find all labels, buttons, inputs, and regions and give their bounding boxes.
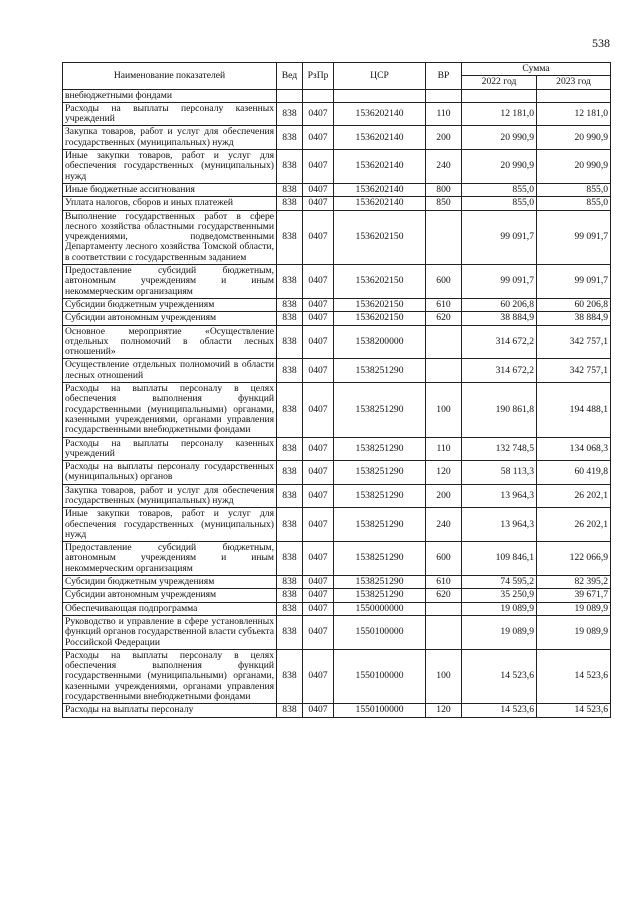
row-ved: 838 [277,461,303,485]
table-row [63,589,611,602]
header-name: Наименование показателей [63,63,277,90]
row-ved: 838 [277,126,303,150]
table-row [63,437,611,461]
row-csr: 1538251290 [334,589,426,602]
row-csr: 1536202140 [334,183,426,196]
table-header [63,63,611,90]
table-body [63,89,611,717]
row-csr: 1538251290 [334,359,426,383]
row-vr [426,602,462,615]
row-sum-2022: 74 595,2 [462,576,537,589]
row-ved: 838 [277,542,303,576]
row-vr [426,615,462,649]
row-vr [426,359,462,383]
row-ved: 838 [277,383,303,437]
table-row [63,210,611,264]
row-name: Расходы на выплаты персоналу [63,704,277,717]
row-name: Субсидии бюджетным учреждениям [63,298,277,311]
row-name: Руководство и управление в сфере установленных функций органов государственной власти субъекта Российской Федерации [63,615,277,649]
row-rzpr: 0407 [303,183,334,196]
row-csr: 1538251290 [334,508,426,542]
row-csr: 1536202140 [334,197,426,210]
row-sum-2023: 38 884,9 [537,312,611,325]
row-sum-2022: 38 884,9 [462,312,537,325]
row-sum-2022: 12 181,0 [462,102,537,126]
row-rzpr: 0407 [303,589,334,602]
row-vr: 200 [426,126,462,150]
row-csr: 1536202140 [334,150,426,184]
row-sum-2023: 20 990,9 [537,150,611,184]
row-sum-2023: 19 089,9 [537,602,611,615]
row-csr: 1538200000 [334,325,426,359]
row-name: Закупка товаров, работ и услуг для обеспечения государственных (муниципальных) нужд [63,484,277,508]
table-row [63,508,611,542]
row-vr: 850 [426,197,462,210]
row-ved: 838 [277,576,303,589]
table-row [63,461,611,485]
row-vr: 600 [426,542,462,576]
row-csr [334,89,426,102]
table-row [63,126,611,150]
row-vr: 240 [426,508,462,542]
row-csr: 1538251290 [334,461,426,485]
table-row [63,383,611,437]
row-sum-2022: 855,0 [462,183,537,196]
row-ved: 838 [277,298,303,311]
row-vr: 610 [426,576,462,589]
row-sum-2023: 855,0 [537,197,611,210]
row-name: Расходы на выплаты персоналу в целях обеспечения выполнения функций государственными (муниципальными) органами, казенными учреждениями, органами управления государственными внебюджетными фондами [63,383,277,437]
page-number: 538 [592,36,610,50]
row-csr: 1538251290 [334,542,426,576]
row-sum-2022: 132 748,5 [462,437,537,461]
row-vr: 100 [426,383,462,437]
header-csr: ЦСР [334,63,426,90]
row-sum-2023: 855,0 [537,183,611,196]
row-rzpr [303,89,334,102]
row-rzpr: 0407 [303,126,334,150]
row-sum-2022: 19 089,9 [462,602,537,615]
row-vr: 240 [426,150,462,184]
row-vr [426,325,462,359]
row-vr: 200 [426,484,462,508]
row-name: Обеспечивающая подпрограмма [63,602,277,615]
row-sum-2023: 60 206,8 [537,298,611,311]
row-rzpr: 0407 [303,615,334,649]
row-csr: 1550000000 [334,602,426,615]
row-vr: 110 [426,102,462,126]
row-csr: 1536202150 [334,312,426,325]
row-sum-2022: 35 250,9 [462,589,537,602]
row-csr: 1538251290 [334,484,426,508]
row-rzpr: 0407 [303,298,334,311]
row-name: Субсидии автономным учреждениям [63,589,277,602]
budget-table [62,62,611,718]
row-name: Уплата налогов, сборов и иных платежей [63,197,277,210]
row-sum-2022: 109 846,1 [462,542,537,576]
row-name: внебюджетными фондами [63,89,277,102]
row-sum-2023: 342 757,1 [537,359,611,383]
row-name: Предоставление субсидий бюджетным, автономным учреждениям и иным некоммерческим организациям [63,542,277,576]
row-vr: 120 [426,704,462,717]
row-name: Основное мероприятие «Осуществление отдельных полномочий в области лесных отношений» [63,325,277,359]
table-row [63,484,611,508]
row-ved: 838 [277,150,303,184]
row-sum-2022: 314 672,2 [462,359,537,383]
row-vr: 600 [426,265,462,299]
row-sum-2022: 14 523,6 [462,649,537,703]
row-csr: 1550100000 [334,615,426,649]
table-row [63,649,611,703]
row-sum-2023: 60 419,8 [537,461,611,485]
row-ved: 838 [277,484,303,508]
row-rzpr: 0407 [303,704,334,717]
row-sum-2022: 20 990,9 [462,150,537,184]
row-sum-2023 [537,89,611,102]
table-row [63,150,611,184]
row-ved: 838 [277,325,303,359]
row-sum-2023: 82 395,2 [537,576,611,589]
table-row [63,102,611,126]
header-year-2022: 2022 год [462,76,537,89]
row-name: Субсидии автономным учреждениям [63,312,277,325]
row-vr: 620 [426,312,462,325]
row-sum-2022: 314 672,2 [462,325,537,359]
row-sum-2023: 99 091,7 [537,210,611,264]
row-name: Осуществление отдельных полномочий в области лесных отношений [63,359,277,383]
row-rzpr: 0407 [303,437,334,461]
table-row [63,298,611,311]
table-row [63,576,611,589]
row-ved: 838 [277,197,303,210]
row-vr: 120 [426,461,462,485]
row-rzpr: 0407 [303,150,334,184]
row-csr: 1536202150 [334,298,426,311]
row-vr: 610 [426,298,462,311]
row-sum-2022: 19 089,9 [462,615,537,649]
row-sum-2023: 134 068,3 [537,437,611,461]
row-name: Расходы на выплаты персоналу казенных учреждений [63,102,277,126]
row-rzpr: 0407 [303,649,334,703]
row-ved: 838 [277,602,303,615]
row-csr: 1550100000 [334,704,426,717]
row-sum-2022: 99 091,7 [462,265,537,299]
row-csr: 1536202140 [334,126,426,150]
row-rzpr: 0407 [303,576,334,589]
row-ved: 838 [277,649,303,703]
row-csr: 1550100000 [334,649,426,703]
row-rzpr: 0407 [303,461,334,485]
row-name: Иные закупки товаров, работ и услуг для обеспечения государственных (муниципальных) нужд [63,150,277,184]
row-name: Предоставление субсидий бюджетным, автономным учреждениям и иным некоммерческим организациям [63,265,277,299]
row-sum-2023: 12 181,0 [537,102,611,126]
row-sum-2022: 13 964,3 [462,508,537,542]
row-name: Иные бюджетные ассигнования [63,183,277,196]
row-csr: 1536202150 [334,210,426,264]
row-name: Расходы на выплаты персоналу в целях обеспечения выполнения функций государственными (муниципальными) органами, казенными учреждениями, органами управления государственными внебюджетными фондами [63,649,277,703]
row-name: Иные закупки товаров, работ и услуг для обеспечения государственных (муниципальных) нужд [63,508,277,542]
row-csr: 1536202140 [334,102,426,126]
table-row [63,89,611,102]
row-ved: 838 [277,265,303,299]
row-vr: 110 [426,437,462,461]
row-sum-2023: 14 523,6 [537,649,611,703]
row-ved: 838 [277,589,303,602]
header-vr: ВР [426,63,462,90]
row-sum-2022: 99 091,7 [462,210,537,264]
row-sum-2023: 19 089,9 [537,615,611,649]
row-ved: 838 [277,437,303,461]
row-rzpr: 0407 [303,265,334,299]
row-name: Закупка товаров, работ и услуг для обеспечения государственных (муниципальных) нужд [63,126,277,150]
row-vr [426,210,462,264]
table-row [63,542,611,576]
row-sum-2022 [462,89,537,102]
row-vr: 620 [426,589,462,602]
row-csr: 1538251290 [334,576,426,589]
table-row [63,359,611,383]
row-ved: 838 [277,183,303,196]
row-sum-2022: 13 964,3 [462,484,537,508]
row-ved: 838 [277,508,303,542]
table-row [63,265,611,299]
row-sum-2023: 39 671,7 [537,589,611,602]
row-csr: 1536202150 [334,265,426,299]
header-year-2023: 2023 год [537,76,611,89]
row-sum-2022: 14 523,6 [462,704,537,717]
row-ved: 838 [277,312,303,325]
row-rzpr: 0407 [303,210,334,264]
row-ved: 838 [277,615,303,649]
row-rzpr: 0407 [303,325,334,359]
row-sum-2023: 14 523,6 [537,704,611,717]
table-row [63,197,611,210]
row-rzpr: 0407 [303,383,334,437]
row-csr: 1538251290 [334,383,426,437]
row-sum-2023: 26 202,1 [537,508,611,542]
table-row [63,615,611,649]
row-rzpr: 0407 [303,102,334,126]
row-rzpr: 0407 [303,359,334,383]
row-rzpr: 0407 [303,508,334,542]
row-name: Субсидии бюджетным учреждениям [63,576,277,589]
row-vr [426,89,462,102]
row-rzpr: 0407 [303,312,334,325]
table-row [63,325,611,359]
header-rzpr: РзПр [303,63,334,90]
row-vr: 800 [426,183,462,196]
table-row [63,602,611,615]
row-ved: 838 [277,102,303,126]
table-row [63,704,611,717]
row-ved [277,89,303,102]
row-sum-2022: 60 206,8 [462,298,537,311]
row-rzpr: 0407 [303,542,334,576]
row-sum-2022: 58 113,3 [462,461,537,485]
header-sum: Сумма [462,63,611,76]
row-sum-2023: 99 091,7 [537,265,611,299]
row-csr: 1538251290 [334,437,426,461]
row-sum-2023: 342 757,1 [537,325,611,359]
row-rzpr: 0407 [303,602,334,615]
row-vr: 100 [426,649,462,703]
row-ved: 838 [277,359,303,383]
row-sum-2023: 194 488,1 [537,383,611,437]
table-row [63,183,611,196]
row-ved: 838 [277,704,303,717]
row-rzpr: 0407 [303,484,334,508]
table-row [63,312,611,325]
row-sum-2022: 20 990,9 [462,126,537,150]
row-name: Выполнение государственных работ в сфере лесного хозяйства областными государственными учреждениями, подведомственными Департаменту лесного хозяйства Томской области, в соответствии с государственным заданием [63,210,277,264]
row-rzpr: 0407 [303,197,334,210]
row-sum-2023: 122 066,9 [537,542,611,576]
row-sum-2023: 20 990,9 [537,126,611,150]
row-sum-2023: 26 202,1 [537,484,611,508]
row-ved: 838 [277,210,303,264]
row-name: Расходы на выплаты персоналу казенных учреждений [63,437,277,461]
row-name: Расходы на выплаты персоналу государственных (муниципальных) органов [63,461,277,485]
header-ved: Вед [277,63,303,90]
row-sum-2022: 190 861,8 [462,383,537,437]
row-sum-2022: 855,0 [462,197,537,210]
